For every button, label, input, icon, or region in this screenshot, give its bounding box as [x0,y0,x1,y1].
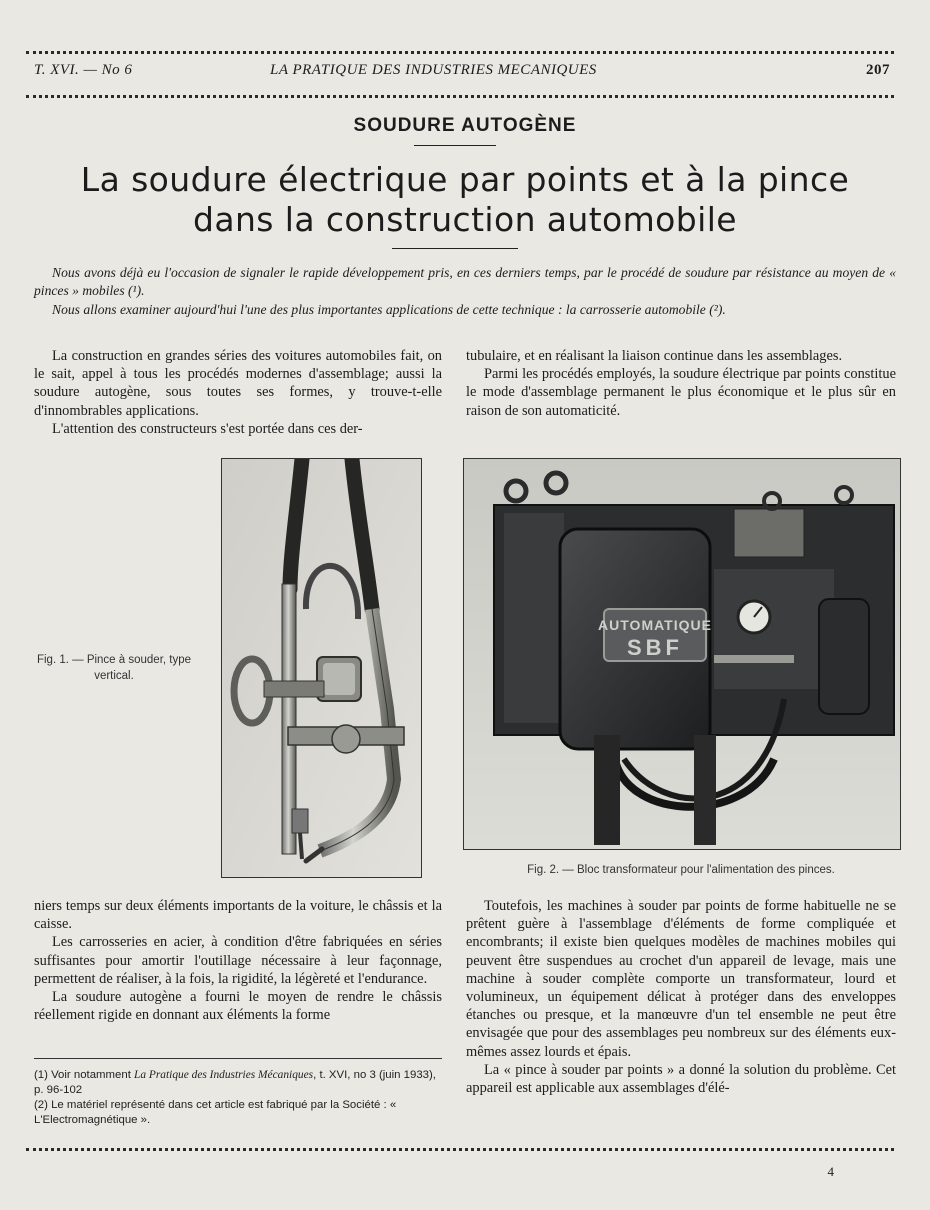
right-paragraph-3: Toutefois, les machines à souder par points de forme habituelle ne se prêtent guère à l'assemblage d'éléments de forme compliquée et encombrants; il existe bien quelques modèles de machines mobiles qui peuvent être suspendues au crochet d'un appareil de levage, mais une machine à souder complète comporte un transformateur, lourd et volumineux, un équipement délicat à protéger dans des enveloppes étanches ou presque, et la manœuvre d'un tel ensemble ne peut être envisagée que pour des assemblages peu nombreux sur des éléments eux-mêmes assez lourds et épais. [466,898,896,1060]
intro-paragraph-2: Nous allons examiner aujourd'hui l'une des plus importantes applications de cette technique : la carrosserie automobile (²). [52,302,726,317]
intro-paragraph-1: Nous avons déjà eu l'occasion de signaler le rapide développement pris, en ces derniers temps, par le procédé de soudure par résistance au moyen de « pinces » mobiles (¹). [34,265,896,298]
footnote-1: (1) Voir notamment La Pratique des Industries Mécaniques, t. XVI, no 3 (juin 1933), p. 96-102 [34,1069,436,1096]
top-dotted-rule [26,51,894,54]
title-rule [392,248,518,249]
figure-2-transformer-block [463,458,901,850]
footnote-1-journal: La Pratique des Industries Mécaniques [134,1069,314,1081]
footnotes [34,1068,446,1128]
right-column-bottom [466,897,896,1097]
section-rule [414,145,496,146]
section-heading: SOUDURE AUTOGÈNE [353,115,577,136]
right-paragraph-4: La « pince à souder par points » a donné la solution du problème. Cet appareil est applicable aux assemblages d'élé- [466,1061,896,1097]
journal-name: LA PRATIQUE DES INDUSTRIES MECANIQUES [270,62,597,78]
title-line-2: dans la construction automobile [193,200,737,239]
transformer-block-illustration [464,459,900,849]
page-number: 207 [866,62,890,78]
left-paragraph-3: niers temps sur deux éléments importants de la voiture, le châssis et la caisse. [34,898,442,933]
article-intro [34,264,896,319]
running-header [34,62,890,82]
header-dotted-rule [26,95,894,98]
figure-2-caption: Fig. 2. — Bloc transformateur pour l'alimentation des pinces. [527,864,835,876]
left-column-top [34,347,442,438]
nameplate-line-2: SBF [627,635,683,660]
nameplate-line-1: AUTOMATIQUE [598,617,712,633]
right-paragraph-2: Parmi les procédés employés, la soudure électrique par points constitue le mode d'assemblage permanent le plus économique et le plus sûr en raison de son automaticité. [466,366,896,419]
left-paragraph-1: La construction en grandes séries des voitures automobiles fait, on le sait, appel à tous les procédés modernes d'assemblage; aussi la soudure autogène, sous toutes ses formes, y trouve-t-elle d'innombrables applications. [34,348,442,419]
right-column-top [466,347,896,420]
title-line-1: La soudure électrique par points et à la pince [80,160,850,199]
footnote-2: (2) Le matériel représenté dans cet article est fabriqué par la Société : « L'Electromagnétique ». [34,1099,397,1126]
left-paragraph-4: Les carrosseries en acier, à condition d'être fabriquées en séries suffisantes pour amortir l'outillage nécessaire à leur façonnage, permettent de réaliser, à la fois, la rigidité, la légèreté et l'endurance. [34,934,442,987]
left-paragraph-2: L'attention des constructeurs s'est portée dans ces der- [52,420,363,437]
volume-number: T. XVI. — No 6 [34,62,133,78]
right-paragraph-1: tubulaire, et en réalisant la liaison continue dans les assemblages. [466,348,843,364]
figure-1-caption: Fig. 1. — Pince à souder, type vertical. [36,654,192,682]
figure-1-welding-gun [221,458,422,878]
bottom-dotted-rule [26,1148,894,1151]
article-title [0,160,930,240]
welding-gun-illustration [222,459,421,877]
left-paragraph-5: La soudure autogène a fourni le moyen de rendre le châssis réellement rigide en donnant aux éléments la forme [34,989,442,1024]
footer-page-number: 4 [827,1164,834,1179]
footnote-rule [34,1058,442,1059]
left-column-bottom [34,897,442,1024]
